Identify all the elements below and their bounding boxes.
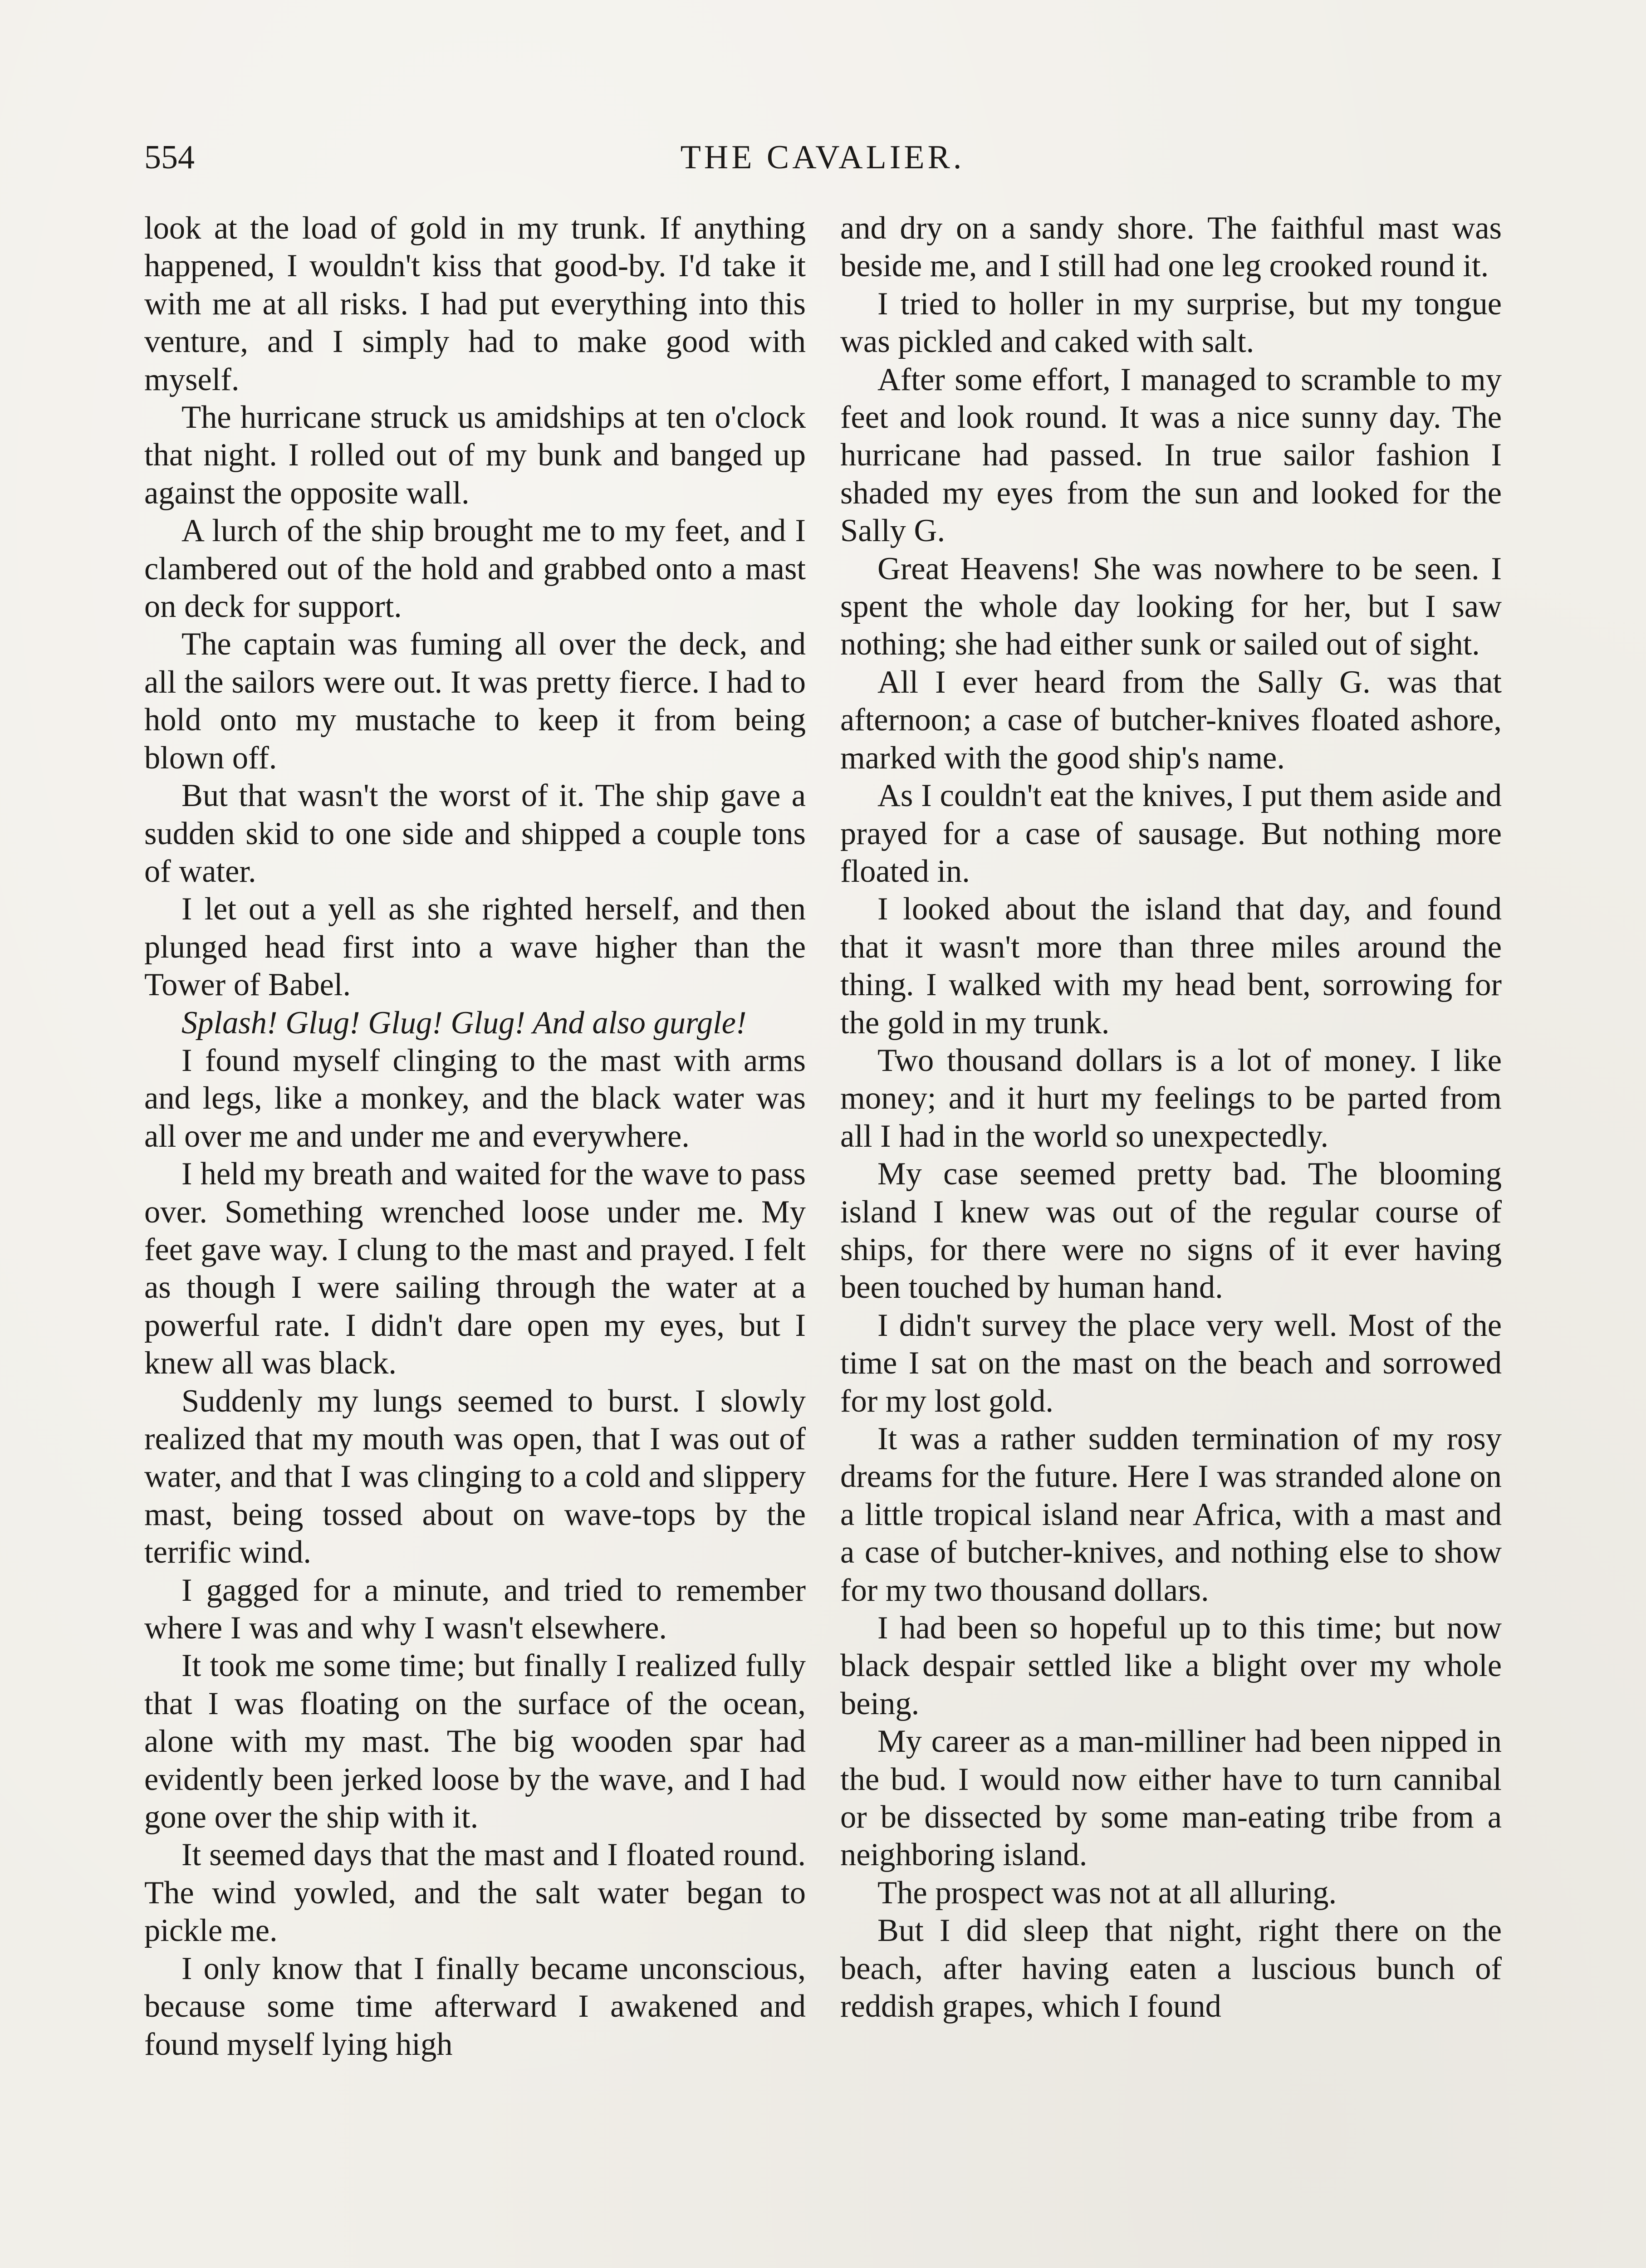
paragraph: But that wasn't the worst of it. The ship gave a sudden skid to one side and shipped a couple tons of water.: [144, 778, 806, 889]
paragraph: Two thousand dollars is a lot of money. I like money; and it hurt my feelings to be parted from all I had in the world so unexpectedly.: [840, 1042, 1502, 1154]
paragraph: The hurricane struck us amidships at ten o'clock that night. I rolled out of my bunk and banged up against the opposite wall.: [144, 400, 806, 511]
paragraph: Great Heavens! She was nowhere to be seen. I spent the whole day looking for her, but I saw nothing; she had either sunk or sailed out of sight.: [840, 551, 1502, 662]
paragraph: It seemed days that the mast and I floated round. The wind yowled, and the salt water began to pickle me.: [144, 1837, 806, 1949]
right-column: [840, 210, 1502, 2026]
paragraph: I found myself clinging to the mast with arms and legs, like a monkey, and the black water was all over me and under me and everywhere.: [144, 1042, 806, 1154]
left-column: [144, 210, 806, 2063]
paragraph: But I did sleep that night, right there on the beach, after having eaten a luscious bunch of reddish grapes, which I found: [840, 1913, 1502, 2024]
paragraph: I gagged for a minute, and tried to remember where I was and why I wasn't elsewhere.: [144, 1572, 806, 1646]
paragraph: The prospect was not at all alluring.: [877, 1875, 1337, 1911]
paragraph: I looked about the island that day, and found that it wasn't more than three miles around the thing. I walked with my head bent, sorrowing for the gold in my trunk.: [840, 891, 1502, 1041]
paragraph: My case seemed pretty bad. The blooming island I knew was out of the regular course of ships, for there were no signs of it ever having been touched by human hand.: [840, 1156, 1502, 1305]
page-header: [144, 132, 1501, 182]
paragraph: I had been so hopeful up to this time; but now black despair settled like a blight over my whole being.: [840, 1610, 1502, 1721]
paragraph: I held my breath and waited for the wave to pass over. Something wrenched loose under me. My feet gave way. I clung to the mast and prayed. I felt as though I were sailing through the water at a powerful rate. I didn't dare open my eyes, but I knew all was black.: [144, 1156, 806, 1381]
paragraph: It took me some time; but finally I realized fully that I was floating on the surface of the ocean, alone with my mast. The big wooden spar had evidently been jerked loose by the wave, and I had gone over the ship with it.: [144, 1648, 806, 1835]
paragraph: Splash! Glug! Glug! Glug! And also gurgle!: [181, 1005, 747, 1041]
paragraph: All I ever heard from the Sally G. was that afternoon; a case of butcher-knives floated ashore, marked with the good ship's name.: [840, 664, 1502, 776]
paragraph: I didn't survey the place very well. Most of the time I sat on the mast on the beach and sorrowed for my lost gold.: [840, 1307, 1502, 1419]
paragraph: After some effort, I managed to scramble to my feet and look round. It was a nice sunny day. The hurricane had passed. In true sailor fashion I shaded my eyes from the sun and looked for the Sally G.: [840, 362, 1502, 549]
paragraph: My career as a man-milliner had been nipped in the bud. I would now either have to turn cannibal or be dissected by some man-eating tribe from a neighboring island.: [840, 1724, 1502, 1873]
paragraph: I tried to holler in my surprise, but my tongue was pickled and caked with salt.: [840, 286, 1502, 360]
paragraph: I only know that I finally became unconscious, because some time afterward I awakened and found myself lying high: [144, 1950, 806, 2062]
paragraph: A lurch of the ship brought me to my feet, and I clambered out of the hold and grabbed onto a mast on deck for support.: [144, 513, 806, 625]
paragraph: It was a rather sudden termination of my rosy dreams for the future. Here I was stranded alone on a little tropical island near Africa, with a mast and a case of butcher-knives, and nothing else to show for my two thousand dollars.: [840, 1421, 1502, 1608]
paragraph: look at the load of gold in my trunk. If anything happened, I wouldn't kiss that good-by. I'd take it with me at all risks. I had put everything into this venture, and I simply had to make good with myself.: [144, 210, 806, 397]
paragraph: As I couldn't eat the knives, I put them aside and prayed for a case of sausage. But nothing more floated in.: [840, 778, 1502, 889]
paragraph: The captain was fuming all over the deck, and all the sailors were out. It was pretty fierce. I had to hold onto my mustache to keep it from being blown off.: [144, 626, 806, 776]
page-number: 554: [144, 139, 195, 176]
paragraph: and dry on a sandy shore. The faithful mast was beside me, and I still had one leg crooked round it.: [840, 210, 1502, 284]
running-title: THE CAVALIER.: [680, 139, 965, 176]
paragraph: Suddenly my lungs seemed to burst. I slowly realized that my mouth was open, that I was out of water, and that I was clinging to a cold and slippery mast, being tossed about on wave-tops by the terrific wind.: [144, 1383, 806, 1570]
paragraph: I let out a yell as she righted herself, and then plunged head first into a wave higher than the Tower of Babel.: [144, 891, 806, 1003]
